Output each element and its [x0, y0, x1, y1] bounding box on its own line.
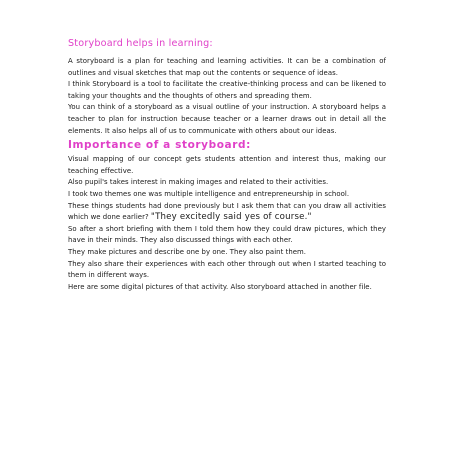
paragraph-creative-tool: I think Storyboard is a tool to facilitate the creative-thinking process and can be likened to taking your thoughts and the thoughts of others and spreading them.: [68, 80, 386, 100]
student-quote: "They excitedly said yes of course.": [150, 212, 312, 223]
paragraph-visual-outline: You can think of a storyboard as a visual outline of your instruction. A storyboard helps a teacher to plan for instruction because teacher or a learner draws out in detail all the elements. It also helps all of us to communicate with others about our ideas.: [68, 103, 386, 135]
paragraph-digital-pictures: Here are some digital pictures of that activity. Also storyboard attached in another file.: [68, 282, 372, 291]
paragraph-themes: I took two themes one was multiple intelligence and entrepreneurship in school.: [68, 189, 350, 198]
paragraph-pictures: They make pictures and describe one by one. They also paint them.: [68, 247, 307, 256]
paragraph-pupil-interest: Also pupil's takes interest in making images and related to their activities.: [68, 178, 329, 187]
activities-text: These things students had done previously but I ask them that can you draw all activities which we done earlier?: [68, 201, 386, 222]
heading-storyboard-learning: Storyboard helps in learning:: [68, 38, 213, 49]
paragraph-visual-mapping: Visual mapping of our concept gets students attention and interest thus, making our teaching effective.: [68, 155, 386, 175]
paragraph-briefing: So after a short briefing with them I told them how they could draw pictures, which they have in their minds. They also discussed things with each other.: [68, 224, 386, 245]
document-page: [68, 38, 386, 293]
paragraph-activities: [68, 201, 386, 224]
paragraph-definition: A storyboard is a plan for teaching and learning activities. It can be a combination of outlines and visual sketches that map out the contents or sequence of ideas.: [68, 57, 386, 77]
heading-importance: Importance of a storyboard:: [68, 139, 251, 152]
paragraph-experiences: They also share their experiences with each other through out when I started teaching to them in different ways.: [68, 259, 386, 280]
